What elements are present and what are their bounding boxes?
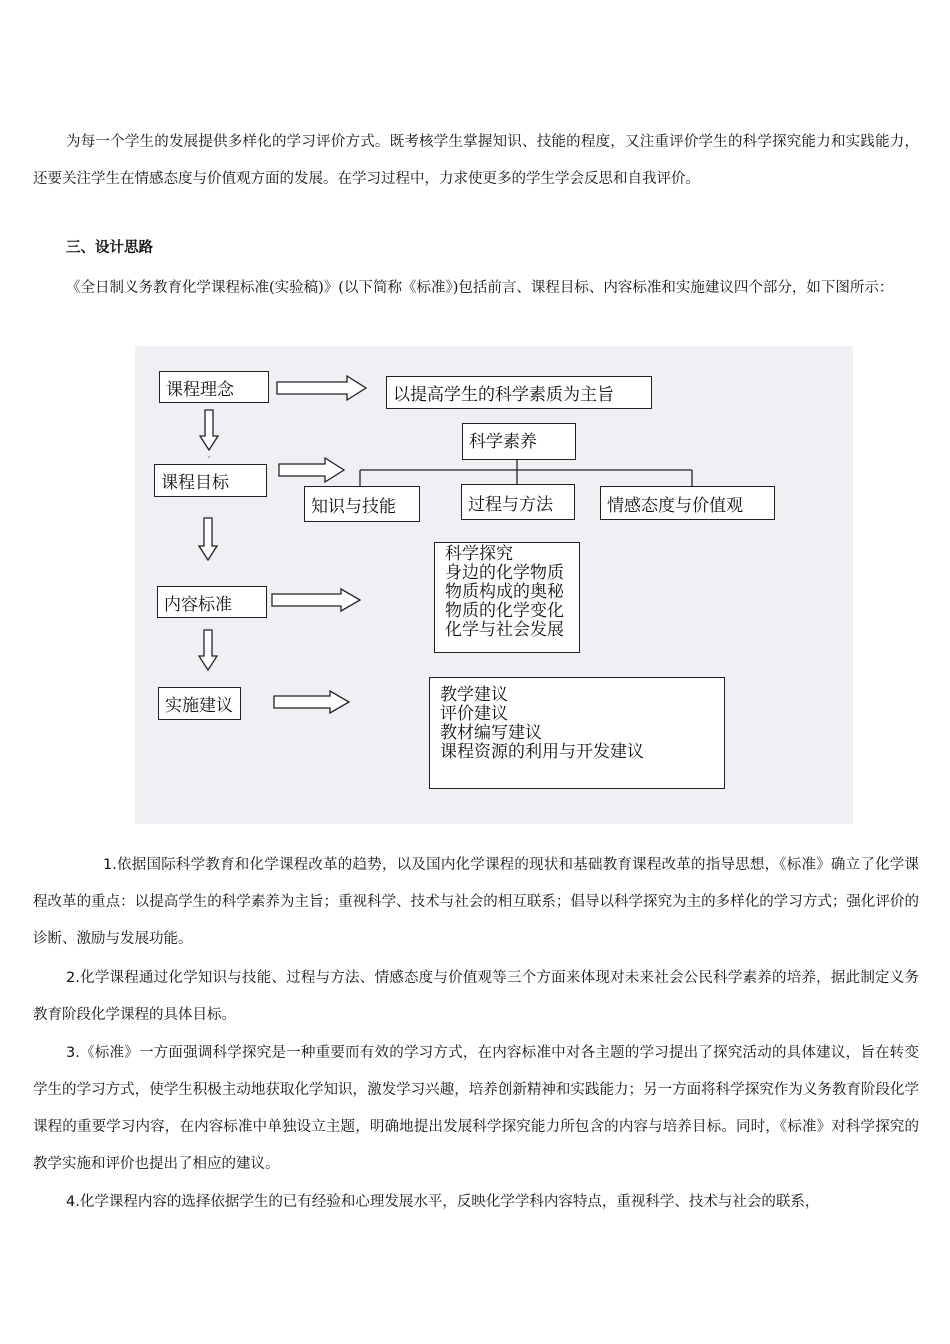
item-number: 1. <box>103 857 117 873</box>
section-heading: 三、设计思路 <box>66 240 153 256</box>
item-number: 2. <box>66 970 80 986</box>
box-standards-topics <box>434 542 580 653</box>
paragraph-item-3 <box>33 1035 919 1183</box>
topic-item: 身边的化学物质 <box>445 563 564 583</box>
paragraph-item-4 <box>33 1184 919 1221</box>
curriculum-structure-diagram <box>135 346 853 824</box>
item-text: 《标准》一方面强调科学探究是一种重要而有效的学习方式，在内容标准中对各主题的学习提出了探究活动的具体建议，旨在转变学生的学习方式，使学生积极主动地获取化学知识，激发学习兴趣，培养创新精神和实践能力；另一方面将科学探究作为义务教育阶段化学课程的重要学习内容，在内容标准中单独设立主题，明确地提出发展科学探究能力所包含的内容与培养目标。同时，《标准》对科学探究的教学实施和评价也提出了相应的建议。 <box>33 1045 919 1172</box>
arrow-down-2 <box>199 518 217 560</box>
arrow-goal <box>279 458 344 482</box>
box-attitudes-values: 情感态度与价值观 <box>600 486 775 520</box>
stray-dot <box>208 456 210 458</box>
topic-item: 物质构成的奥秘 <box>445 582 564 602</box>
arrow-down-1 <box>200 410 218 450</box>
suggestion-item: 评价建议 <box>440 704 508 724</box>
box-science-literacy: 科学素养 <box>462 423 576 460</box>
box-process-methods: 过程与方法 <box>461 484 575 520</box>
paragraph-standard-intro: 《全日制义务教育化学课程标准(实验稿)》(以下简称《标准》)包括前言、课程目标、内容标准和实施建议四个部分，如下图所示： <box>66 280 894 296</box>
arrow-concept <box>277 376 366 400</box>
suggestion-item: 课程资源的利用与开发建议 <box>440 742 644 762</box>
arrow-standards <box>272 589 360 611</box>
topic-item: 物质的化学变化 <box>445 601 564 621</box>
box-course-goal: 课程目标 <box>154 464 267 497</box>
box-course-concept: 课程理念 <box>159 371 269 403</box>
suggestion-item: 教学建议 <box>440 685 508 705</box>
box-knowledge-skills: 知识与技能 <box>304 486 420 522</box>
topic-item: 科学探究 <box>445 544 513 564</box>
box-concept-target: 以提高学生的科学素质为主旨 <box>386 376 652 409</box>
paragraph-item-1 <box>33 847 919 958</box>
box-implementation-items <box>429 677 725 789</box>
arrow-down-3 <box>199 630 217 670</box>
item-number: 3. <box>66 1045 80 1061</box>
item-text: 化学课程通过化学知识与技能、过程与方法、情感态度与价值观等三个方面来体现对未来社会公民科学素养的培养，据此制定义务教育阶段化学课程的具体目标。 <box>33 970 919 1023</box>
box-content-standards: 内容标准 <box>157 586 267 618</box>
arrow-implementation <box>274 691 349 713</box>
paragraph-evaluation: 为每一个学生的发展提供多样化的学习评价方式。既考核学生掌握知识、技能的程度，又注重评价学生的科学探究能力和实践能力，还要关注学生在情感态度与价值观方面的发展。在学习过程中，力求使更多的学生学会反思和自我评价。 <box>33 134 919 187</box>
item-text: 依据国际科学教育和化学课程改革的趋势，以及国内化学课程的现状和基础教育课程改革的指导思想，《标准》确立了化学课程改革的重点：以提高学生的科学素养为主旨；重视科学、技术与社会的相互联系；倡导以科学探究为主的多样化的学习方式；强化评价的诊断、激励与发展功能。 <box>33 857 919 947</box>
suggestion-item: 教材编写建议 <box>440 723 542 743</box>
topic-item: 化学与社会发展 <box>445 620 564 640</box>
item-number: 4. <box>66 1194 80 1210</box>
paragraph-item-2 <box>33 960 919 1034</box>
box-implementation: 实施建议 <box>158 687 241 720</box>
item-text: 化学课程内容的选择依据学生的已有经验和心理发展水平，反映化学学科内容特点，重视科学、技术与社会的联系， <box>79 1194 820 1210</box>
